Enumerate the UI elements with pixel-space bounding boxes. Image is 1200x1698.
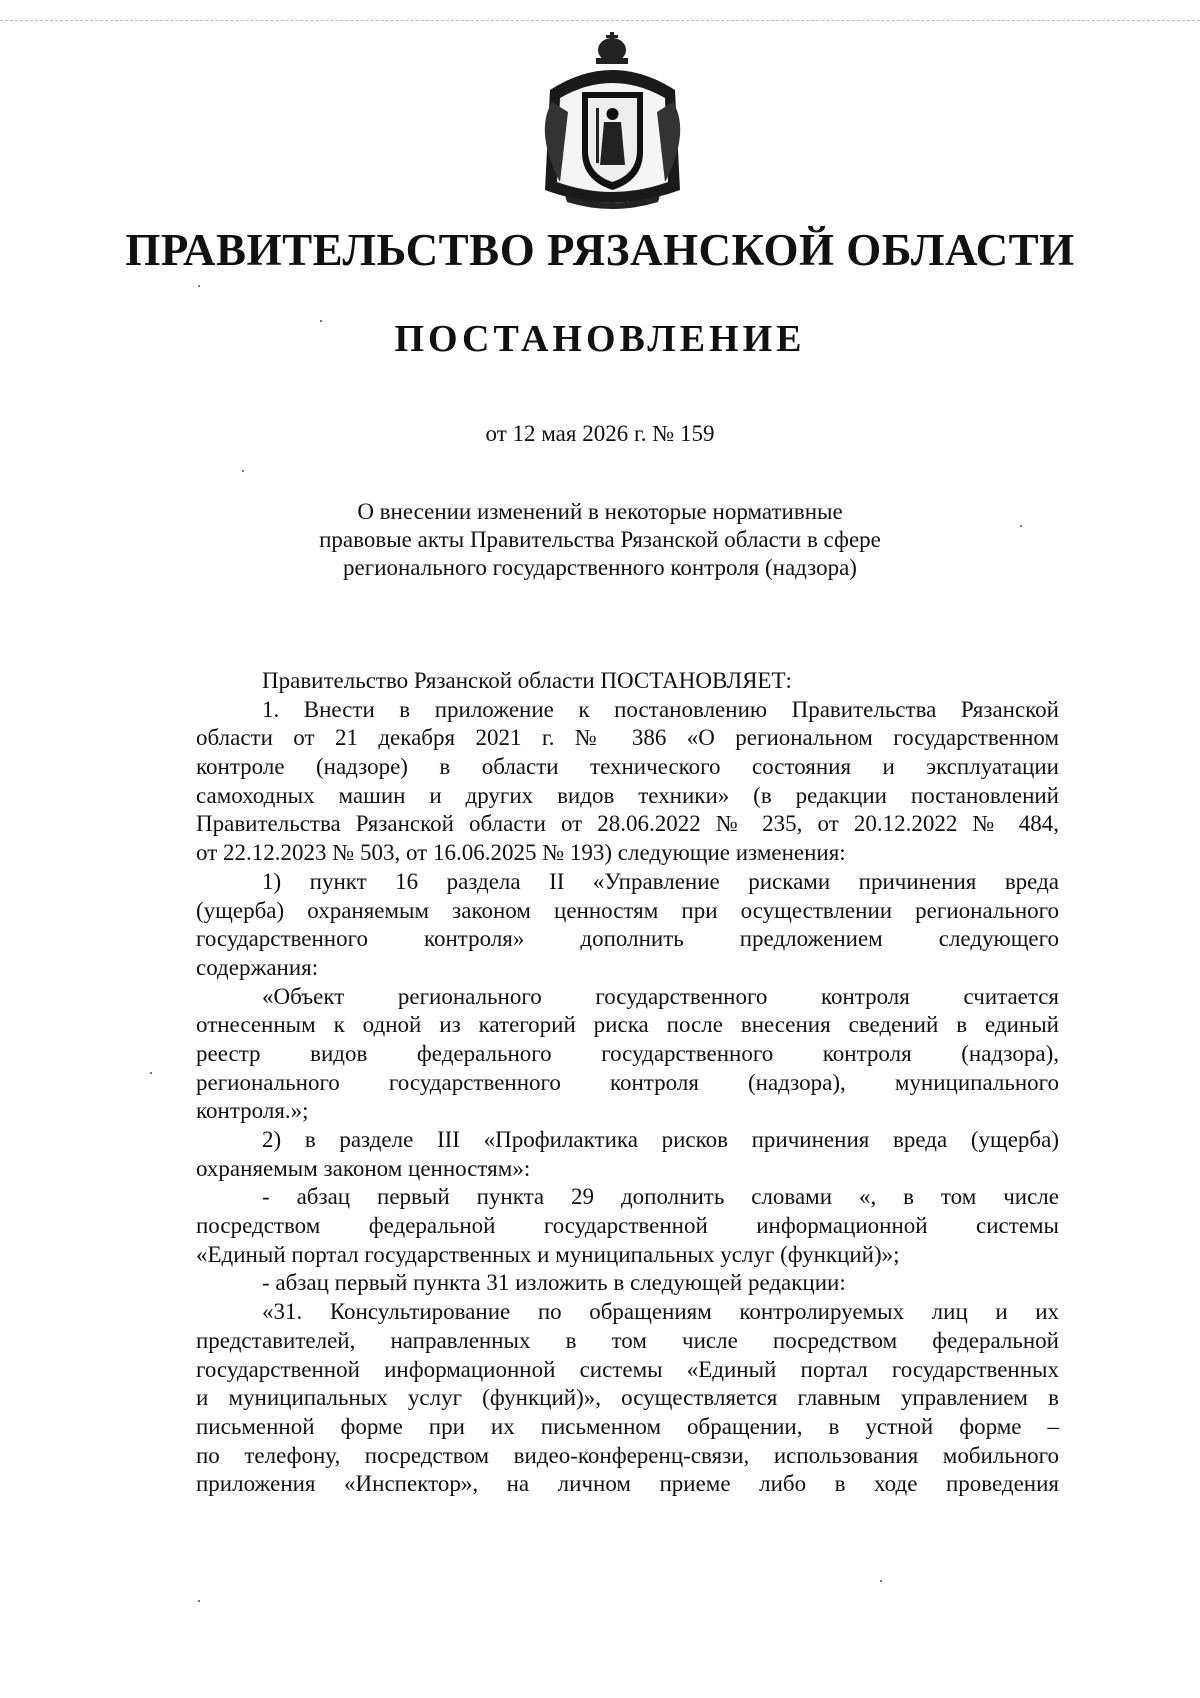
body-line: Правительство Рязанской области ПОСТАНОВЛЯЕТ:	[262, 668, 792, 693]
body-line: письменной форме при их письменном обращении, в устной форме –	[196, 1413, 1059, 1439]
body-line: «Единый портал государственных и муниципальных услуг (функций)»;	[196, 1241, 900, 1267]
body-line: - абзац первый пункта 31 изложить в следующей редакции:	[262, 1270, 846, 1296]
body-line: контроле (надзоре) в области технического состояния и эксплуатации	[196, 754, 1059, 780]
body-line: «31. Консультирование по обращениям контролируемых лиц и их	[262, 1299, 1059, 1325]
body-line: «Объект регионального государственного контроля считается	[262, 983, 1059, 1009]
body-line: 2) в разделе III «Профилактика рисков причинения вреда (ущерба)	[262, 1127, 1059, 1152]
subject-line: регионального государственного контроля (надзора)	[343, 555, 857, 580]
body-line: реестр видов федерального государственного контроля (надзора),	[196, 1040, 1059, 1066]
body-line: государственного контроля» дополнить предложением следующего	[196, 926, 1059, 952]
government-title: ПРАВИТЕЛЬСТВО РЯЗАНСКОЙ ОБЛАСТИ	[125, 225, 1075, 275]
body-line: (ущерба) охраняемым законом ценностям при осуществлении регионального	[196, 897, 1059, 923]
subject-line: правовые акты Правительства Рязанской области в сфере	[319, 527, 881, 552]
body-line: от 22.12.2023 № 503, от 16.06.2025 № 193) следующие изменения:	[196, 840, 846, 866]
body-line: контроля.»;	[196, 1098, 309, 1124]
body-line: 1) пункт 16 раздела II «Управление рисками причинения вреда	[262, 868, 1059, 894]
body-line: - абзац первый пункта 29 дополнить словами «, в том числе	[262, 1184, 1059, 1210]
scan-top-edge	[0, 20, 1200, 21]
document-body	[196, 667, 1059, 1499]
body-line: отнесенным к одной из категорий риска после внесения сведений в единый	[196, 1012, 1059, 1038]
body-line: регионального государственного контроля (надзора), муниципального	[196, 1069, 1059, 1095]
body-line: и муниципальных услуг (функций)», осуществляется главным управлением в	[196, 1385, 1059, 1411]
body-line: по телефону, посредством видео-конференц-связи, использования мобильного	[196, 1442, 1059, 1468]
body-line: охраняемым законом ценностям»:	[196, 1155, 531, 1181]
body-line: посредством федеральной государственной информационной системы	[196, 1213, 1059, 1239]
body-line: 1. Внести в приложение к постановлению Правительства Рязанской	[262, 696, 1059, 722]
document-subject	[300, 498, 900, 582]
body-line: области от 21 декабря 2021 г. № 386 «О региональном государственном	[196, 725, 1059, 751]
body-line: самоходных машин и других видов техники» (в редакции постановлений	[196, 782, 1059, 808]
body-line: содержания:	[196, 954, 319, 980]
body-line: приложения «Инспектор», на личном приеме либо в ходе проведения	[196, 1471, 1059, 1497]
coat-of-arms-icon	[530, 30, 695, 215]
document-date-number: от 12 мая 2026 г. № 159	[485, 421, 715, 446]
body-line: Правительства Рязанской области от 28.06.2022 № 235, от 20.12.2022 № 484,	[196, 811, 1059, 837]
subject-line: О внесении изменений в некоторые нормативные	[357, 499, 843, 524]
document-type: ПОСТАНОВЛЕНИЕ	[394, 318, 806, 360]
body-line: государственной информационной системы «Единый портал государственных	[196, 1356, 1059, 1382]
body-line: представителей, направленных в том числе посредством федеральной	[196, 1327, 1059, 1353]
